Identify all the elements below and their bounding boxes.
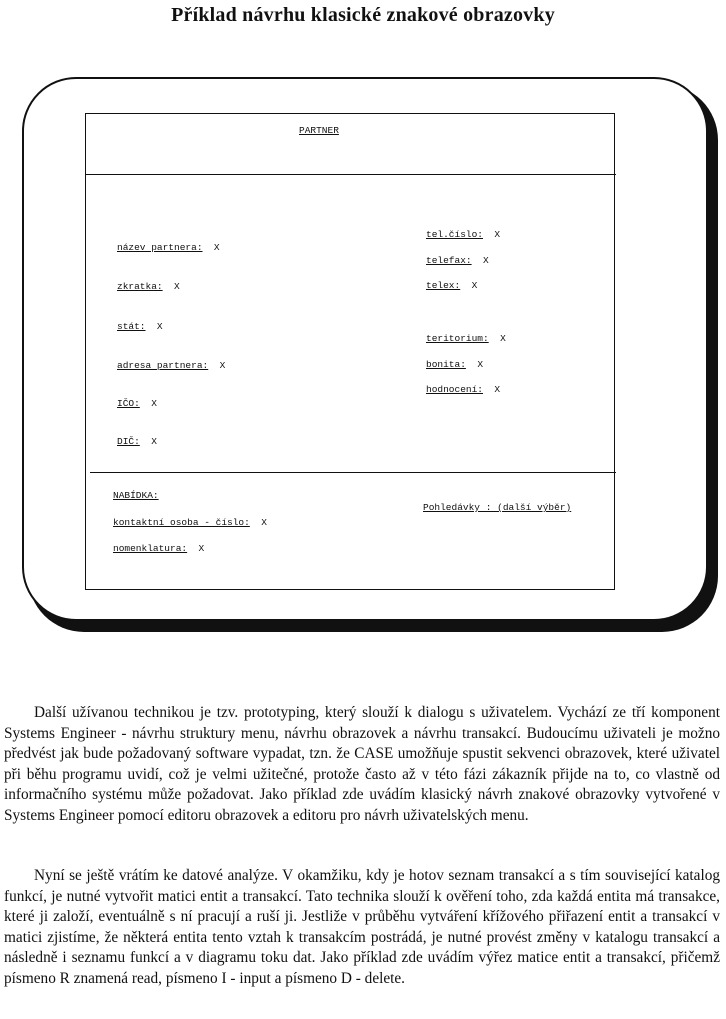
menu-item-value: X [261, 517, 267, 528]
field-value: X [494, 384, 501, 395]
field-partner-address [117, 360, 225, 371]
screen-header [299, 125, 339, 136]
field-value: X [151, 398, 157, 409]
menu-item-contact-person[interactable] [113, 517, 267, 528]
field-label: IČO: [117, 398, 140, 409]
field-value: X [477, 359, 484, 370]
field-label: bonita: [426, 359, 466, 370]
menu-item-label: Pohledávky : (další výběr) [423, 502, 572, 513]
field-value: X [213, 242, 220, 253]
field-partner-name [117, 242, 220, 253]
field-label: tel.číslo: [426, 229, 484, 240]
field-value: X [174, 281, 180, 292]
field-abbreviation [117, 281, 180, 292]
field-label: název partnera: [117, 242, 203, 253]
field-label: adresa partnera: [117, 360, 209, 371]
character-screen-mockup [85, 113, 615, 590]
field-value: X [156, 321, 163, 332]
menu-heading-label: NABÍDKA: [113, 490, 159, 501]
header-divider [86, 174, 616, 175]
menu-item-label: kontaktní osoba - číslo: [113, 517, 250, 528]
field-value: X [219, 360, 226, 371]
field-phone-number [426, 229, 500, 240]
menu-item-value: X [198, 543, 205, 554]
field-telefax [426, 255, 489, 266]
field-state [117, 321, 163, 332]
field-label: telex: [426, 280, 461, 291]
field-credit-rating [426, 359, 483, 370]
field-value: X [494, 229, 501, 240]
field-value: X [471, 280, 478, 291]
field-dic [117, 436, 157, 447]
field-label: teritorium: [426, 333, 489, 344]
field-label: zkratka: [117, 281, 163, 292]
field-label: telefax: [426, 255, 472, 266]
paragraph-data-analysis: Nyní se ještě vrátím ke datové analýze. V okamžiku, kdy je hotov seznam transakcí a s tím související katalog funkcí, je nutné vytvořit matici entit a transakcí. Tato technika slouží k ověření toho, zda každá entita má transakce, které ji založí, eventuálně s ní pracují a ruší ji. Jestliže v průběhu vytváření křížového přiřazení entit a transakcí v matici zjistíme, že některá entita tento vztah k transakcím postrádá, je nutné provést změny v katalogu transakcí a následně i seznamu funkcí a v diagramu toku dat. Jako příklad zde uvádím výřez matice entit a transakcí, přičemž písmeno R znamená read, písmeno I - input a písmeno D - delete. [4, 867, 720, 987]
field-territory [426, 333, 506, 344]
screen-header-label: PARTNER [299, 125, 339, 136]
field-label: stát: [117, 321, 146, 332]
field-value: X [500, 333, 506, 344]
menu-item-receivables[interactable] [423, 502, 571, 513]
field-label: hodnocení: [426, 384, 484, 395]
field-ico [117, 398, 157, 409]
page-title: Příklad návrhu klasické znakové obrazovky [171, 4, 555, 26]
field-value: X [483, 255, 489, 266]
field-telex [426, 280, 477, 291]
menu-divider [90, 472, 616, 473]
paragraph-prototyping: Další užívanou technikou je tzv. prototyping, který slouží k dialogu s uživatelem. Vychází ze tří komponent Systems Engineer - návrhu struktury menu, návrhu obrazovek a návrhu transakcí. Budoucímu uživateli je možno předvést jak bude požadovaný software vypadat, tzn. že CASE umožňuje spustit sekvenci obrazovek, které uživatel při běhu programu uvidí, což je velmi užitečné, protože často až v této fázi zákazník přijde na to, co vlastně od informačního systému může požadovat. Jako příklad zde uvádím klasický návrh znakové obrazovky vytvořené v Systems Engineer pomocí editoru obrazovek a editoru pro návrh uživatelských menu. [4, 704, 720, 824]
field-evaluation [426, 384, 500, 395]
menu-item-nomenclature[interactable] [113, 543, 204, 554]
field-label: DIČ: [117, 436, 140, 447]
field-value: X [151, 436, 157, 447]
menu-heading [113, 490, 159, 501]
menu-item-label: nomenklatura: [113, 543, 188, 554]
